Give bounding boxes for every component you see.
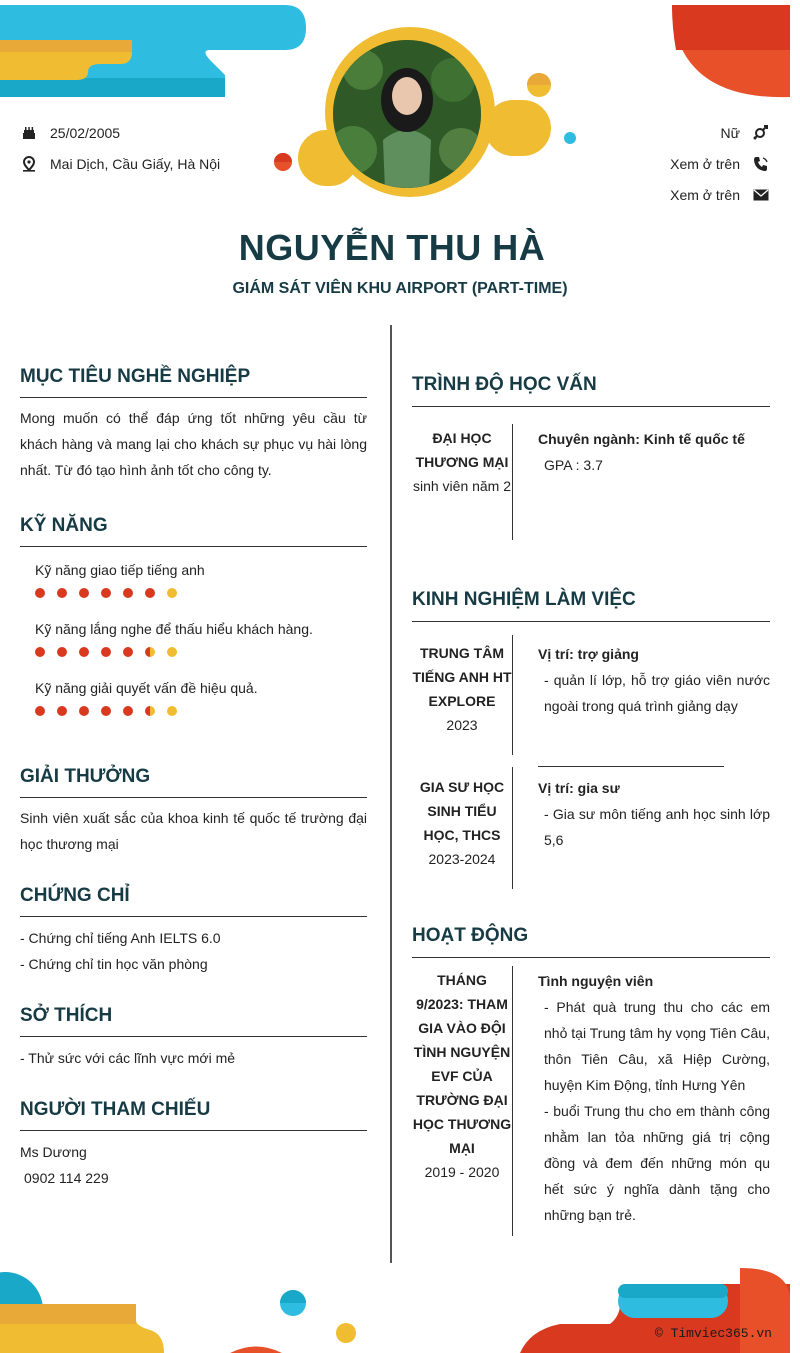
activities-underline bbox=[412, 957, 770, 958]
experience-vline bbox=[512, 635, 513, 755]
avatar bbox=[333, 40, 481, 188]
experience-org-block bbox=[412, 775, 512, 871]
references-underline bbox=[20, 1130, 367, 1131]
certificates-underline bbox=[20, 916, 367, 917]
hobbies-title: SỞ THÍCH bbox=[20, 1005, 113, 1026]
rating-dot bbox=[57, 588, 67, 598]
certificate-item: - Chứng chỉ tin học văn phòng bbox=[20, 956, 208, 972]
activities-title: HOẠT ĐỘNG bbox=[412, 925, 529, 946]
experience-role: Vị trí: trợ giảng bbox=[538, 646, 639, 662]
hobbies-text: - Thử sức với các lĩnh vực mới mẻ bbox=[20, 1050, 236, 1066]
birthday-cake-icon bbox=[20, 124, 38, 142]
candidate-name: NGUYỄN THU HÀ bbox=[238, 227, 546, 268]
certificate-item: - Chứng chỉ tiếng Anh IELTS 6.0 bbox=[20, 930, 221, 946]
objective-title: MỤC TIÊU NGHỀ NGHIỆP bbox=[20, 366, 251, 387]
activity-detail bbox=[538, 968, 770, 1228]
awards-title: GIẢI THƯỞNG bbox=[20, 766, 151, 787]
rating-dot bbox=[167, 588, 177, 598]
references-title: NGƯỜI THAM CHIẾU bbox=[20, 1099, 211, 1120]
awards-text: Sinh viên xuất sắc của khoa kinh tế quốc tế trường đại học thương mại bbox=[20, 810, 367, 852]
reference-name: Ms Dương bbox=[20, 1144, 87, 1160]
rating-dot bbox=[101, 588, 111, 598]
rating-dot bbox=[79, 588, 89, 598]
phone-icon bbox=[752, 155, 770, 173]
experience-vline bbox=[512, 767, 513, 889]
reference-phone: 0902 114 229 bbox=[24, 1170, 109, 1186]
experience-desc: - Gia sư môn tiếng anh học sinh lớp 5,6 bbox=[544, 806, 770, 848]
skill-rating bbox=[35, 706, 177, 716]
experience-time: 2023-2024 bbox=[428, 851, 496, 867]
rating-dot bbox=[79, 647, 89, 657]
rating-dot bbox=[101, 706, 111, 716]
skills-underline bbox=[20, 546, 367, 547]
experience-role: Vị trí: gia sư bbox=[538, 780, 620, 796]
skill-label: Kỹ năng giao tiếp tiếng anh bbox=[35, 562, 205, 578]
rating-dot bbox=[35, 706, 45, 716]
phone-row bbox=[670, 155, 770, 173]
experience-time: 2023 bbox=[446, 717, 478, 733]
birthday-text: 25/02/2005 bbox=[50, 125, 121, 141]
rating-dot bbox=[145, 647, 155, 657]
skill-label: Kỹ năng lắng nghe để thấu hiểu khách hàng. bbox=[35, 621, 313, 637]
watermark: © Timviec365.vn bbox=[654, 1326, 772, 1341]
email-text: Xem ở trên bbox=[670, 187, 740, 203]
experience-title: KINH NGHIỆM LÀM VIỆC bbox=[412, 589, 636, 610]
education-detail bbox=[538, 426, 770, 478]
hobbies-underline bbox=[20, 1036, 367, 1037]
address-row bbox=[20, 155, 220, 173]
candidate-position: GIÁM SÁT VIÊN KHU AIRPORT (PART-TIME) bbox=[232, 280, 568, 297]
education-title: TRÌNH ĐỘ HỌC VẤN bbox=[412, 374, 597, 395]
experience-detail bbox=[538, 775, 770, 853]
education-school: ĐẠI HỌC THƯƠNG MẠI bbox=[415, 430, 509, 470]
activity-time: 2019 - 2020 bbox=[424, 1164, 500, 1180]
location-pin-icon bbox=[20, 155, 38, 173]
avatar-photo bbox=[333, 40, 481, 188]
skill-label: Kỹ năng giải quyết vấn đề hiệu quả. bbox=[35, 680, 258, 696]
envelope-icon bbox=[752, 186, 770, 204]
activity-desc: - Phát quà trung thu cho các em nhỏ tại Trung tâm hy vọng Tiên Câu, thôn Tiên Câu, xã Hiệp Cường, huyện Kim Động, tỉnh Hưng Yên bbox=[544, 999, 770, 1093]
experience-desc: - quản lí lớp, hỗ trợ giáo viên nước ngoài trong quá trình giảng dạy bbox=[544, 672, 770, 714]
rating-dot bbox=[123, 588, 133, 598]
phone-text: Xem ở trên bbox=[670, 156, 740, 172]
objective-underline bbox=[20, 397, 367, 398]
activity-vline bbox=[512, 966, 513, 1236]
experience-org-block bbox=[412, 641, 512, 737]
gender-text: Nữ bbox=[720, 125, 740, 141]
experience-underline bbox=[412, 621, 770, 622]
skill-rating bbox=[35, 588, 177, 598]
education-gpa: GPA : 3.7 bbox=[544, 457, 603, 473]
objective-text: Mong muốn có thể đáp ứng tốt những yêu cầu từ khách hàng và mang lại cho khách sự phục vụ hài lòng nhất. Từ đó tạo hình ảnh tốt cho công ty. bbox=[20, 410, 367, 478]
rating-dot bbox=[101, 647, 111, 657]
rating-dot bbox=[145, 588, 155, 598]
experience-detail bbox=[538, 641, 770, 719]
education-year: sinh viên năm 2 bbox=[412, 478, 512, 494]
skill-rating bbox=[35, 647, 177, 657]
rating-dot bbox=[35, 588, 45, 598]
rating-dot bbox=[35, 647, 45, 657]
experience-separator bbox=[538, 766, 724, 767]
birthday-row bbox=[20, 124, 120, 142]
experience-org: GIA SƯ HỌC SINH TIỂU HỌC, THCS bbox=[419, 779, 505, 843]
rating-dot bbox=[57, 647, 67, 657]
activity-desc: - buổi Trung thu cho em thành công nhằm lan tỏa những giá trị cộng đồng và đem đến những món qu hết sức ý nghĩa dành tặng cho những bạn trẻ. bbox=[544, 1103, 770, 1223]
activity-org-block bbox=[412, 968, 512, 1184]
column-divider bbox=[390, 325, 392, 1263]
experience-org: TRUNG TÂM TIẾNG ANH HT EXPLORE bbox=[412, 645, 512, 709]
education-underline bbox=[412, 406, 770, 407]
rating-dot bbox=[123, 647, 133, 657]
education-major: Chuyên ngành: Kinh tế quốc tế bbox=[538, 431, 745, 447]
rating-dot bbox=[57, 706, 67, 716]
education-vline bbox=[512, 424, 513, 540]
email-row bbox=[670, 186, 770, 204]
gender-icon bbox=[752, 124, 770, 142]
gender-row bbox=[721, 124, 770, 142]
activity-org: THÁNG 9/2023: THAM GIA VÀO ĐỘI TÌNH NGUYỆN EVF CỦA TRƯỜNG ĐẠI HỌC THƯƠNG MẠI bbox=[412, 972, 512, 1156]
education-school-block bbox=[412, 426, 512, 498]
rating-dot bbox=[123, 706, 133, 716]
rating-dot bbox=[79, 706, 89, 716]
skills-title: KỸ NĂNG bbox=[20, 515, 108, 536]
rating-dot bbox=[145, 706, 155, 716]
address-text: Mai Dịch, Cầu Giấy, Hà Nội bbox=[50, 156, 221, 172]
rating-dot bbox=[167, 647, 177, 657]
activity-role: Tình nguyện viên bbox=[538, 973, 654, 989]
rating-dot bbox=[167, 706, 177, 716]
awards-underline bbox=[20, 797, 367, 798]
certificates-title: CHỨNG CHỈ bbox=[20, 885, 130, 906]
